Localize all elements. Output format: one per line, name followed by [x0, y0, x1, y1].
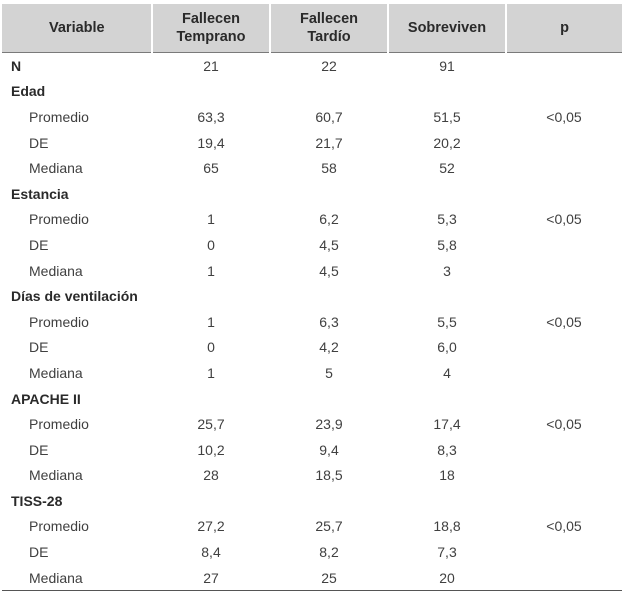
table-row [2, 335, 622, 361]
cell-fallecen-tardio: 22 [321, 57, 337, 74]
table-group-row [2, 53, 622, 79]
cell-fallecen-temprano: 21 [203, 57, 219, 74]
header-row [2, 4, 622, 53]
cell-sobreviven: 5,8 [437, 236, 457, 253]
cell-p [506, 488, 622, 514]
cell-fallecen-temprano: 0 [207, 236, 215, 253]
table-body [2, 53, 622, 591]
cell-p [506, 53, 622, 79]
row-label: Promedio [29, 211, 89, 228]
cell-fallecen-tardio: 21,7 [315, 134, 343, 151]
cell-fallecen-temprano: 1 [207, 364, 215, 381]
cell-fallecen-temprano: 1 [207, 313, 215, 330]
cell-fallecen-tardio: 6,3 [319, 313, 339, 330]
cell-sobreviven [388, 386, 506, 412]
table-row [2, 207, 622, 233]
cell-fallecen-temprano [152, 488, 270, 514]
cell-fallecen-tardio: 6,2 [319, 211, 339, 228]
cell-sobreviven: 4 [443, 364, 451, 381]
cell-p [506, 335, 622, 361]
cell-p [506, 463, 622, 489]
cell-fallecen-tardio: 23,9 [315, 416, 343, 433]
group-label: Edad [11, 83, 46, 100]
cell-p: <0,05 [546, 518, 582, 535]
cell-fallecen-temprano: 63,3 [197, 108, 225, 125]
cell-fallecen-tardio: 4,2 [319, 339, 339, 356]
results-table [2, 4, 622, 591]
table-row [2, 104, 622, 130]
cell-fallecen-tardio [270, 488, 388, 514]
row-label: DE [29, 544, 49, 561]
cell-p [506, 181, 622, 207]
group-label: Estancia [11, 185, 69, 202]
row-label: Mediana [29, 262, 83, 279]
cell-sobreviven: 17,4 [433, 416, 461, 433]
cell-p [506, 283, 622, 309]
cell-fallecen-temprano: 27,2 [197, 518, 225, 535]
cell-sobreviven: 6,0 [437, 339, 457, 356]
cell-fallecen-tardio: 4,5 [319, 236, 339, 253]
header-line: Tardío [307, 29, 351, 45]
header-line: Fallecen [181, 11, 241, 27]
row-label: Mediana [2, 565, 152, 591]
table-row [2, 411, 622, 437]
table-header [2, 4, 622, 53]
cell-fallecen-tardio: 9,4 [319, 441, 339, 458]
cell-p [506, 539, 622, 565]
header-fallecen-temprano [152, 4, 270, 53]
group-label: Días de ventilación [11, 288, 138, 305]
cell-fallecen-temprano: 27 [152, 565, 270, 591]
table-group-row [2, 79, 622, 105]
cell-p: <0,05 [546, 313, 582, 330]
table-row [2, 155, 622, 181]
header-variable: Variable [2, 4, 152, 53]
cell-sobreviven: 5,3 [437, 211, 457, 228]
table-group-row [2, 181, 622, 207]
header-line: Temprano [176, 29, 246, 45]
row-label: Promedio [29, 518, 89, 535]
header-sobreviven: Sobreviven [388, 4, 506, 53]
cell-fallecen-temprano: 0 [207, 339, 215, 356]
table-row [2, 309, 622, 335]
row-label: Promedio [29, 108, 89, 125]
table-row [2, 539, 622, 565]
row-label: DE [29, 339, 49, 356]
cell-p: <0,05 [546, 416, 582, 433]
cell-sobreviven [388, 283, 506, 309]
cell-sobreviven: 18 [439, 467, 455, 484]
cell-p [506, 258, 622, 284]
row-label: Mediana [29, 467, 83, 484]
table-row [2, 514, 622, 540]
cell-fallecen-tardio: 25,7 [315, 518, 343, 535]
table-row [2, 565, 622, 591]
header-line: Fallecen [299, 11, 359, 27]
cell-sobreviven: 3 [443, 262, 451, 279]
table-group-row [2, 283, 622, 309]
cell-fallecen-temprano: 19,4 [197, 134, 225, 151]
cell-fallecen-tardio: 4,5 [319, 262, 339, 279]
group-label: APACHE II [11, 390, 81, 407]
row-label: DE [29, 441, 49, 458]
row-label: Promedio [29, 416, 89, 433]
table-row [2, 463, 622, 489]
cell-fallecen-tardio: 58 [321, 160, 337, 177]
table-row [2, 232, 622, 258]
row-label: Mediana [29, 364, 83, 381]
cell-p: <0,05 [546, 211, 582, 228]
table-row [2, 360, 622, 386]
cell-fallecen-temprano [152, 79, 270, 105]
row-label: Mediana [29, 160, 83, 177]
cell-p [506, 155, 622, 181]
cell-sobreviven: 52 [439, 160, 455, 177]
cell-fallecen-temprano: 1 [207, 262, 215, 279]
cell-sobreviven: 20,2 [433, 134, 461, 151]
cell-fallecen-tardio [270, 79, 388, 105]
cell-sobreviven: 20 [388, 565, 506, 591]
cell-fallecen-temprano: 25,7 [197, 416, 225, 433]
cell-fallecen-tardio: 60,7 [315, 108, 343, 125]
row-label: DE [29, 236, 49, 253]
cell-sobreviven: 18,8 [433, 518, 461, 535]
cell-sobreviven: 8,3 [437, 441, 457, 458]
cell-p [506, 232, 622, 258]
cell-fallecen-temprano: 1 [207, 211, 215, 228]
table-row [2, 258, 622, 284]
cell-p [506, 130, 622, 156]
cell-fallecen-temprano: 10,2 [197, 441, 225, 458]
cell-fallecen-temprano: 65 [203, 160, 219, 177]
group-label: TISS-28 [11, 492, 63, 509]
cell-fallecen-temprano [152, 181, 270, 207]
table-row [2, 437, 622, 463]
cell-p [506, 79, 622, 105]
header-p: p [506, 4, 622, 53]
cell-sobreviven [388, 181, 506, 207]
table-group-row [2, 386, 622, 412]
table-row [2, 130, 622, 156]
cell-fallecen-temprano: 8,4 [201, 544, 221, 561]
cell-sobreviven [388, 488, 506, 514]
cell-fallecen-tardio [270, 386, 388, 412]
header-fallecen-tardio [270, 4, 388, 53]
cell-sobreviven [388, 79, 506, 105]
cell-fallecen-temprano: 28 [203, 467, 219, 484]
cell-p [506, 565, 622, 591]
group-label: N [11, 57, 22, 74]
cell-p: <0,05 [546, 108, 582, 125]
row-label: DE [29, 134, 49, 151]
cell-fallecen-temprano [152, 283, 270, 309]
cell-sobreviven: 91 [439, 57, 455, 74]
cell-sobreviven: 51,5 [433, 108, 461, 125]
cell-sobreviven: 5,5 [437, 313, 457, 330]
cell-p [506, 386, 622, 412]
cell-p [506, 437, 622, 463]
table-group-row [2, 488, 622, 514]
cell-fallecen-tardio [270, 181, 388, 207]
cell-fallecen-temprano [152, 386, 270, 412]
row-label: Promedio [29, 313, 89, 330]
cell-p [506, 360, 622, 386]
cell-fallecen-tardio: 18,5 [315, 467, 343, 484]
cell-fallecen-tardio: 5 [325, 364, 333, 381]
cell-fallecen-tardio: 25 [270, 565, 388, 591]
cell-sobreviven: 7,3 [437, 544, 457, 561]
cell-fallecen-tardio [270, 283, 388, 309]
cell-fallecen-tardio: 8,2 [319, 544, 339, 561]
